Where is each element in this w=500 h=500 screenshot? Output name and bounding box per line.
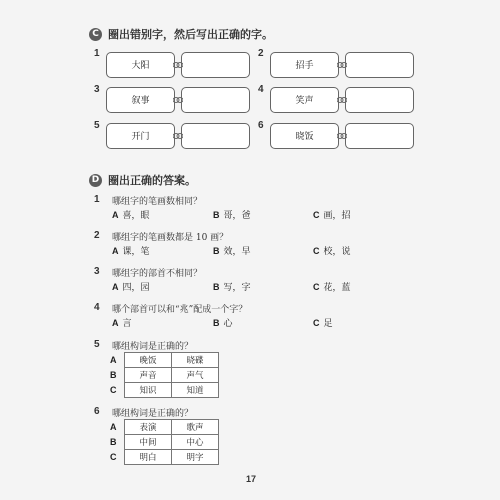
c-item-3-number: 3 [94, 84, 100, 95]
d-q5-row-a[interactable]: A 晚饭 晓碟 [108, 353, 219, 368]
clip-icon [173, 61, 183, 69]
d-q2-text: 哪组字的笔画数都是 10 画？ [112, 233, 229, 243]
d-q1-number: 1 [94, 194, 100, 205]
d-q2-option-a[interactable]: A 课，笔 [112, 246, 150, 257]
d-q4-option-a[interactable]: A 言 [112, 318, 132, 329]
d-q3-text: 哪组字的部首不相同？ [112, 269, 203, 279]
clip-icon [337, 96, 347, 104]
c-item-6-answer-box[interactable] [345, 123, 414, 149]
d-q3-number: 3 [94, 266, 100, 277]
section-c-heading [89, 26, 273, 42]
c-item-2-answer-box[interactable] [345, 52, 414, 78]
clip-icon [337, 132, 347, 140]
d-q6-number: 6 [94, 406, 100, 417]
c-item-5-number: 5 [94, 120, 100, 131]
clip-icon [173, 132, 183, 140]
c-item-4-answer-box[interactable] [345, 87, 414, 113]
c-item-1-answer-box[interactable] [181, 52, 250, 78]
c-item-5-answer-box[interactable] [181, 123, 250, 149]
d-q3-option-a[interactable]: A 四，园 [112, 282, 150, 293]
d-q5-text: 哪组构词是正确的？ [112, 342, 194, 352]
section-d-badge: D [89, 174, 102, 187]
d-q4-option-b[interactable]: B 心 [213, 318, 233, 329]
c-item-3-answer-box[interactable] [181, 87, 250, 113]
section-c-badge: C [89, 28, 102, 41]
c-item-2-number: 2 [258, 48, 264, 59]
c-item-5-word: 开门 [106, 123, 175, 149]
c-item-3-word: 叙事 [106, 87, 175, 113]
d-q5-number: 5 [94, 339, 100, 350]
d-q4-number: 4 [94, 302, 100, 313]
clip-icon [173, 96, 183, 104]
d-q3-option-b[interactable]: B 写，字 [213, 282, 251, 293]
d-q3-option-c[interactable]: C 花，蓝 [313, 282, 351, 293]
d-q1-option-a[interactable]: A 喜，眼 [112, 210, 150, 221]
c-item-4-pair [270, 87, 414, 113]
d-q1-text: 哪组字的笔画数相同？ [112, 197, 203, 207]
d-q6-row-a[interactable]: A 表演 歌声 [108, 420, 219, 435]
d-q2-number: 2 [94, 230, 100, 241]
clip-icon [337, 61, 347, 69]
c-item-2-word: 招手 [270, 52, 339, 78]
d-q4-text: 哪个部首可以和“兆”配成一个字？ [112, 305, 248, 315]
c-item-6-pair [270, 123, 414, 149]
section-d-heading [89, 172, 196, 188]
d-q1-option-b[interactable]: B 哥，爸 [213, 210, 251, 221]
c-item-2-pair [270, 52, 414, 78]
section-d-title: 圈出正确的答案。 [108, 174, 196, 187]
d-q5-table [108, 352, 219, 398]
d-q5-row-c[interactable]: C 知识 知道 [108, 383, 219, 398]
d-q5-row-b[interactable]: B 声音 声气 [108, 368, 219, 383]
d-q6-text: 哪组构词是正确的？ [112, 409, 194, 419]
c-item-6-word: 晓饭 [270, 123, 339, 149]
d-q2-option-b[interactable]: B 效，早 [213, 246, 251, 257]
c-item-1-number: 1 [94, 48, 100, 59]
d-q6-row-b[interactable]: B 中间 中心 [108, 435, 219, 450]
c-item-1-word: 大阳 [106, 52, 175, 78]
c-item-1-pair [106, 52, 250, 78]
c-item-6-number: 6 [258, 120, 264, 131]
d-q4-option-c[interactable]: C 足 [313, 318, 333, 329]
d-q2-option-c[interactable]: C 校，说 [313, 246, 351, 257]
c-item-4-number: 4 [258, 84, 264, 95]
c-item-4-word: 笑声 [270, 87, 339, 113]
page-number: 17 [246, 474, 257, 484]
d-q6-table [108, 419, 219, 465]
c-item-5-pair [106, 123, 250, 149]
d-q6-row-c[interactable]: C 明白 明字 [108, 450, 219, 465]
c-item-3-pair [106, 87, 250, 113]
section-c-title: 圈出错别字，然后写出正确的字。 [108, 28, 273, 41]
d-q1-option-c[interactable]: C 画，招 [313, 210, 351, 221]
